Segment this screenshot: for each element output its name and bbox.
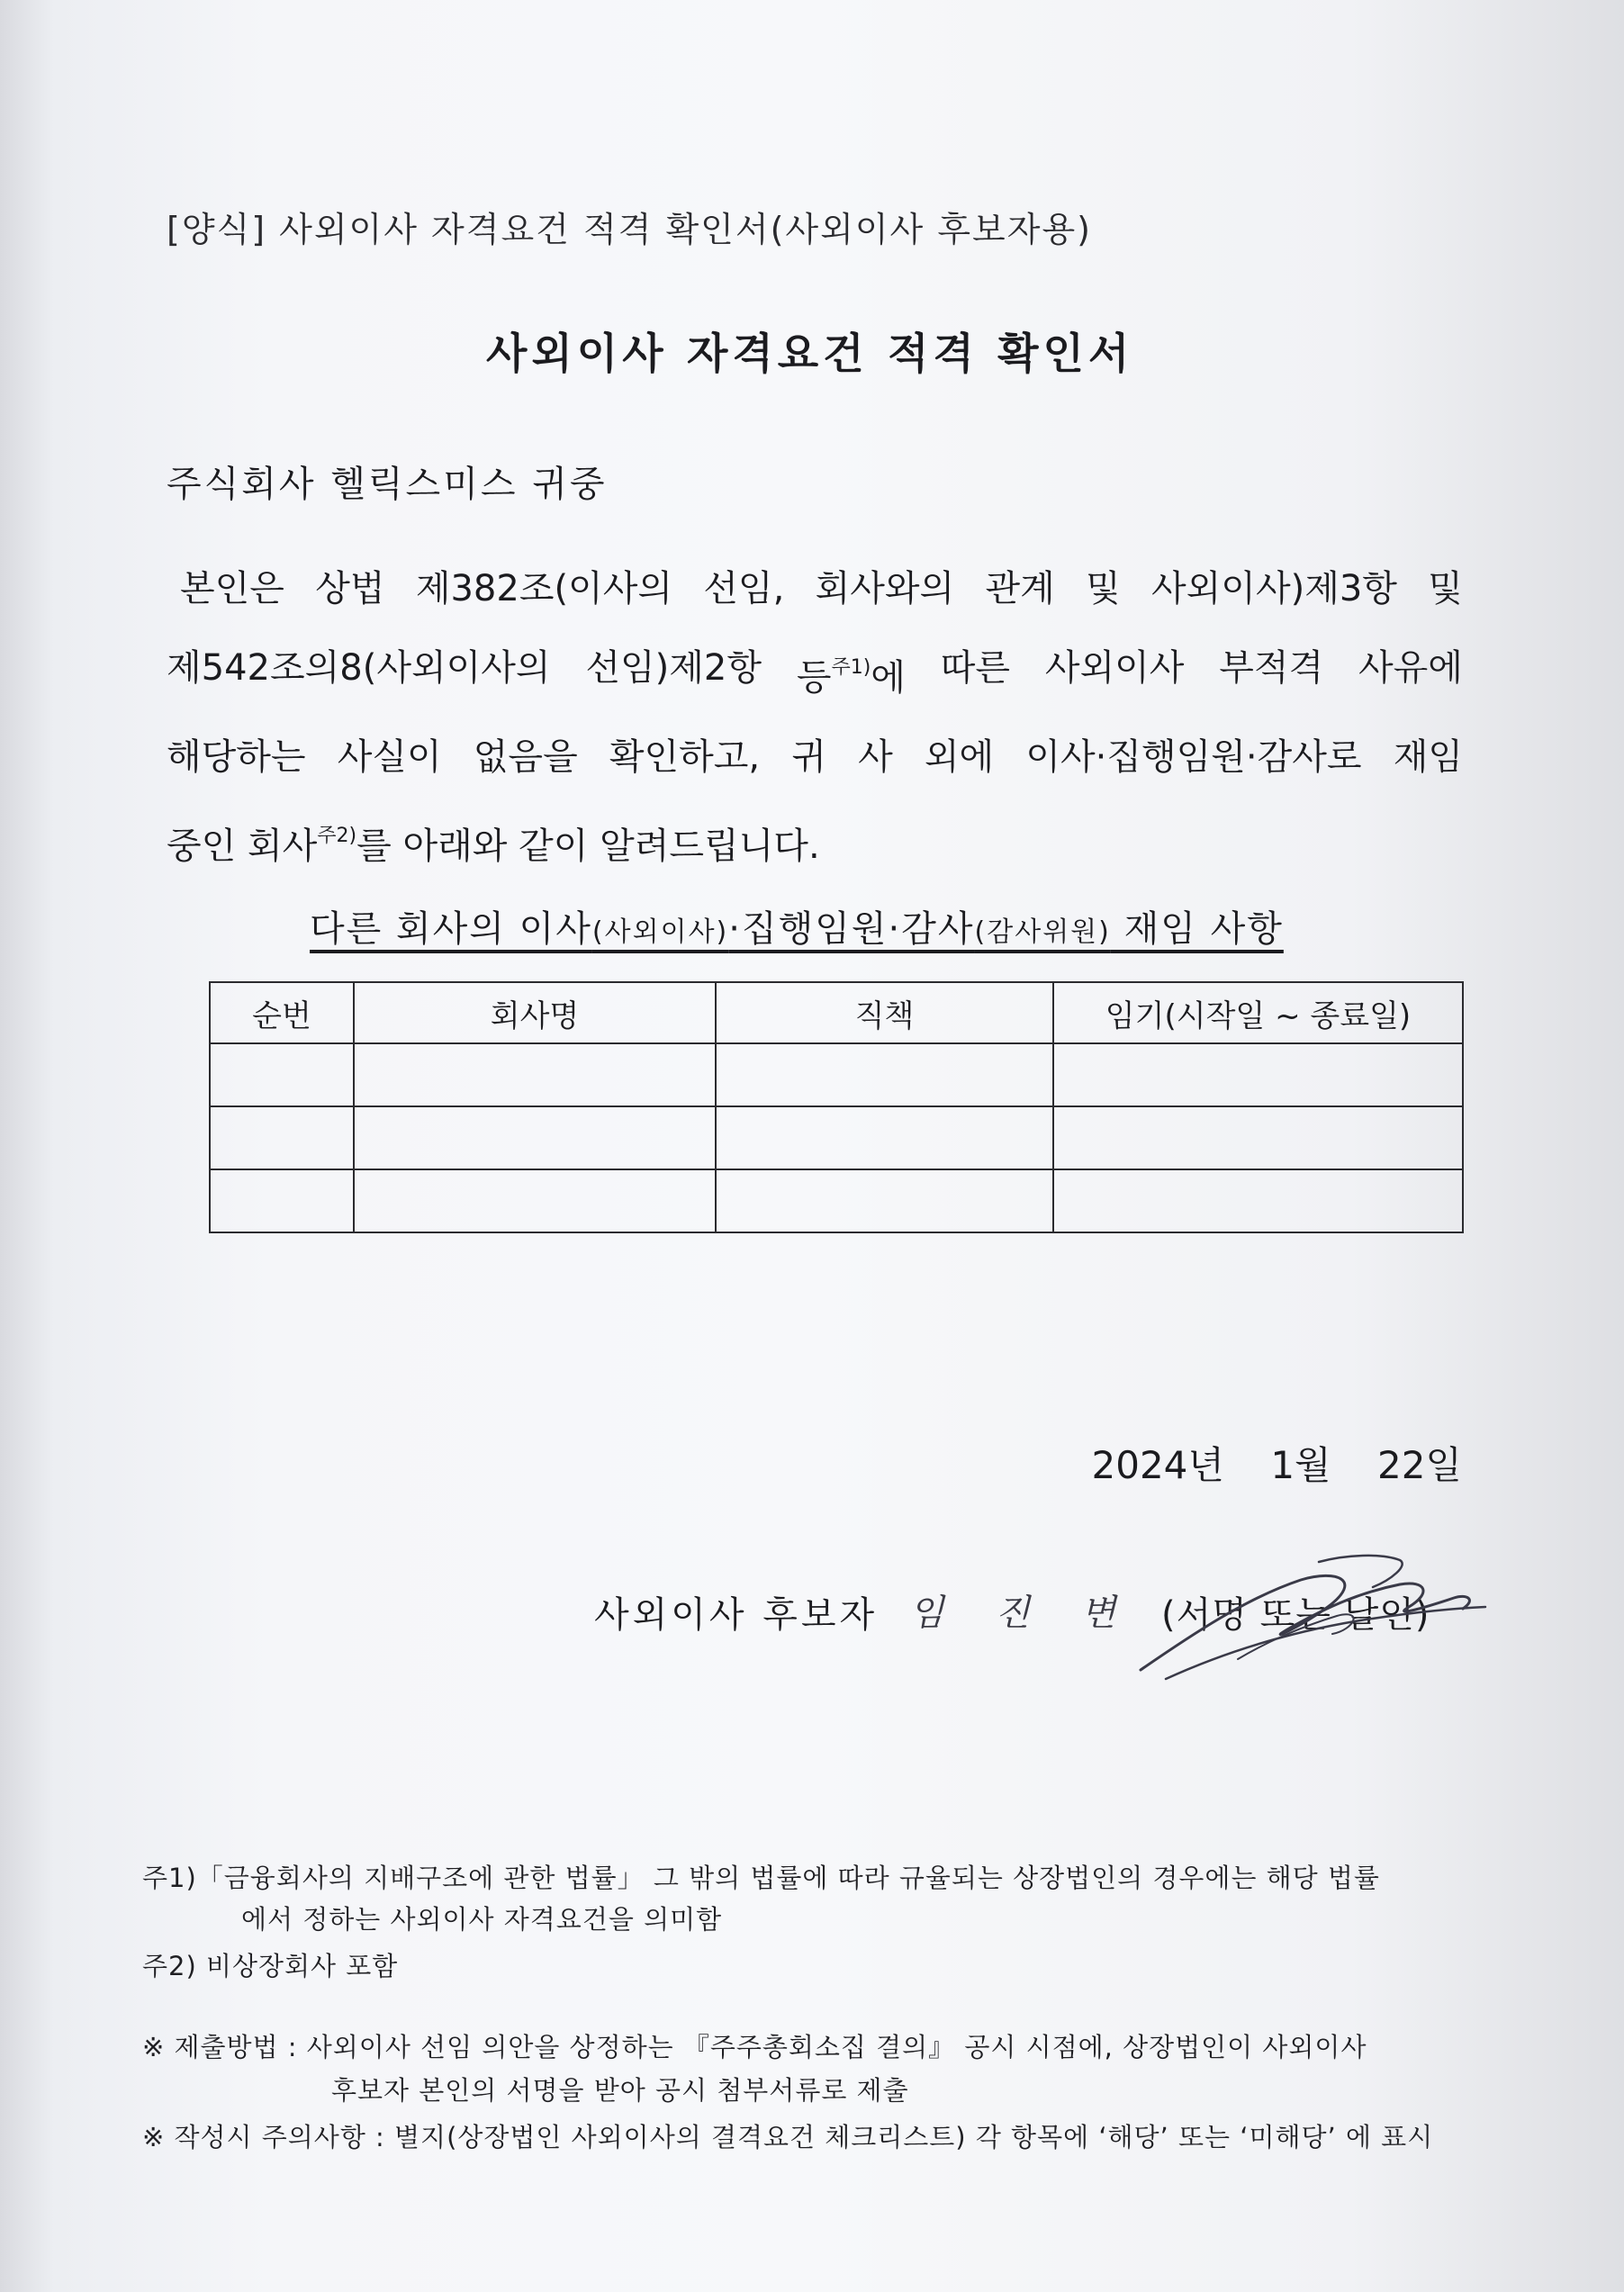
word: 외에 [924,736,995,778]
table-cell[interactable] [1053,1106,1463,1169]
table-cell[interactable] [1053,1043,1463,1106]
word: 귀 [791,736,826,778]
footnote-1: 주1)「금융회사의 지배구조에 관한 법률」 그 밖의 법률에 따라 규율되는 상장법인의 경우에는 해당 법률 [142,1863,1380,1893]
word: 제382조(이사의 [415,568,672,609]
paragraph-line-1 [167,549,1463,628]
table-cell[interactable] [354,1043,716,1106]
table-cell[interactable] [210,1169,354,1232]
word: 재임 [1393,736,1463,778]
word: 따른 [940,647,1011,689]
paragraph-line-3 [167,717,1463,797]
table-cell[interactable] [716,1169,1053,1232]
word: 이사·집행임원·감사로 [1025,736,1362,778]
word: 없음을 [473,736,578,778]
word: 확인하고, [609,736,761,778]
handwritten-signature [1130,1544,1490,1688]
form-label: [양식] 사외이사 자격요건 적격 확인서(사외이사 후보자용) [167,210,1092,249]
table-row [210,1106,1463,1169]
header-seq: 순번 [210,982,354,1043]
word: 본인은 [180,568,284,609]
header-company: 회사명 [354,982,716,1043]
footnote-mark-2: 주2) [317,825,357,847]
submission-method: ※ 제출방법 : 사외이사 선임 의안을 상정하는 『주주총회소집 결의』 공시 시점에, 상장법인이 사외이사 [142,2032,1367,2062]
table-row [210,1043,1463,1106]
word: 선임)제2항 [585,647,762,689]
declaration-paragraph [167,549,1463,886]
word: 및 [1428,568,1463,609]
table-cell[interactable] [354,1169,716,1232]
document-title: 사외이사 자격요건 적격 확인서 [486,329,1134,379]
table-cell[interactable] [716,1106,1053,1169]
table-title: 다른 회사의 이사(사외이사)·집행임원·감사(감사위원) 재임 사항 [310,908,1284,950]
candidate-label: 사외이사 후보자 [594,1594,879,1636]
word: 사 [858,736,893,778]
word: 회사와의 [815,568,955,609]
table-cell[interactable] [210,1106,354,1169]
word: 관계 [985,568,1055,609]
paragraph-line-4 [167,797,1463,886]
table-header-row [210,982,1463,1043]
table-cell[interactable] [210,1043,354,1106]
table-cell[interactable] [716,1043,1053,1106]
table-cell[interactable] [354,1106,716,1169]
header-term: 임기(시작일 ~ 종료일) [1053,982,1463,1043]
word: 사유에 [1358,647,1463,689]
word: 상법 [315,568,385,609]
footnote-ref-word: 등$^{주1)}$에 [796,656,906,699]
writing-caution: ※ 작성시 주의사항 : 별지(상장법인 사외이사의 결격요건 체크리스트) 각 항목에 ‘해당’ 또는 ‘미해당’ 에 표시 [142,2122,1434,2152]
signature-note: (서명 또는 날인) [1161,1594,1430,1636]
document-date: 2024년 1월 22일 [1091,1443,1462,1487]
paragraph-line-2 [167,628,1463,717]
footnote-ref-word: 중인 회사$^{주2)}$를 아래와 같이 알려드립니다. [167,825,820,867]
footnote-2: 주2) 비상장회사 포함 [142,1951,399,1981]
word: 및 [1086,568,1121,609]
word: 부적격 [1219,647,1324,689]
addressee: 주식회사 헬릭스미스 귀중 [167,464,608,505]
word: 해당하는 [167,736,306,778]
footnote-1-cont: 에서 정하는 사외이사 자격요건을 의미함 [241,1904,723,1935]
table-cell[interactable] [1053,1169,1463,1232]
header-position: 직책 [716,982,1053,1043]
word: 사실이 [337,736,442,778]
word: 제542조의8(사외이사의 [167,647,551,689]
word: 사외이사)제3항 [1151,568,1397,609]
submission-method-cont: 후보자 본인의 서명을 받아 공시 첨부서류로 제출 [331,2075,909,2106]
footnote-mark-1: 주1) [831,656,871,679]
table-row [210,1169,1463,1232]
concurrent-positions-table [209,981,1464,1233]
candidate-name-handwritten: 임 진 변 [909,1593,1136,1634]
word: 사외이사 [1044,647,1185,689]
word: 선임, [703,568,785,609]
